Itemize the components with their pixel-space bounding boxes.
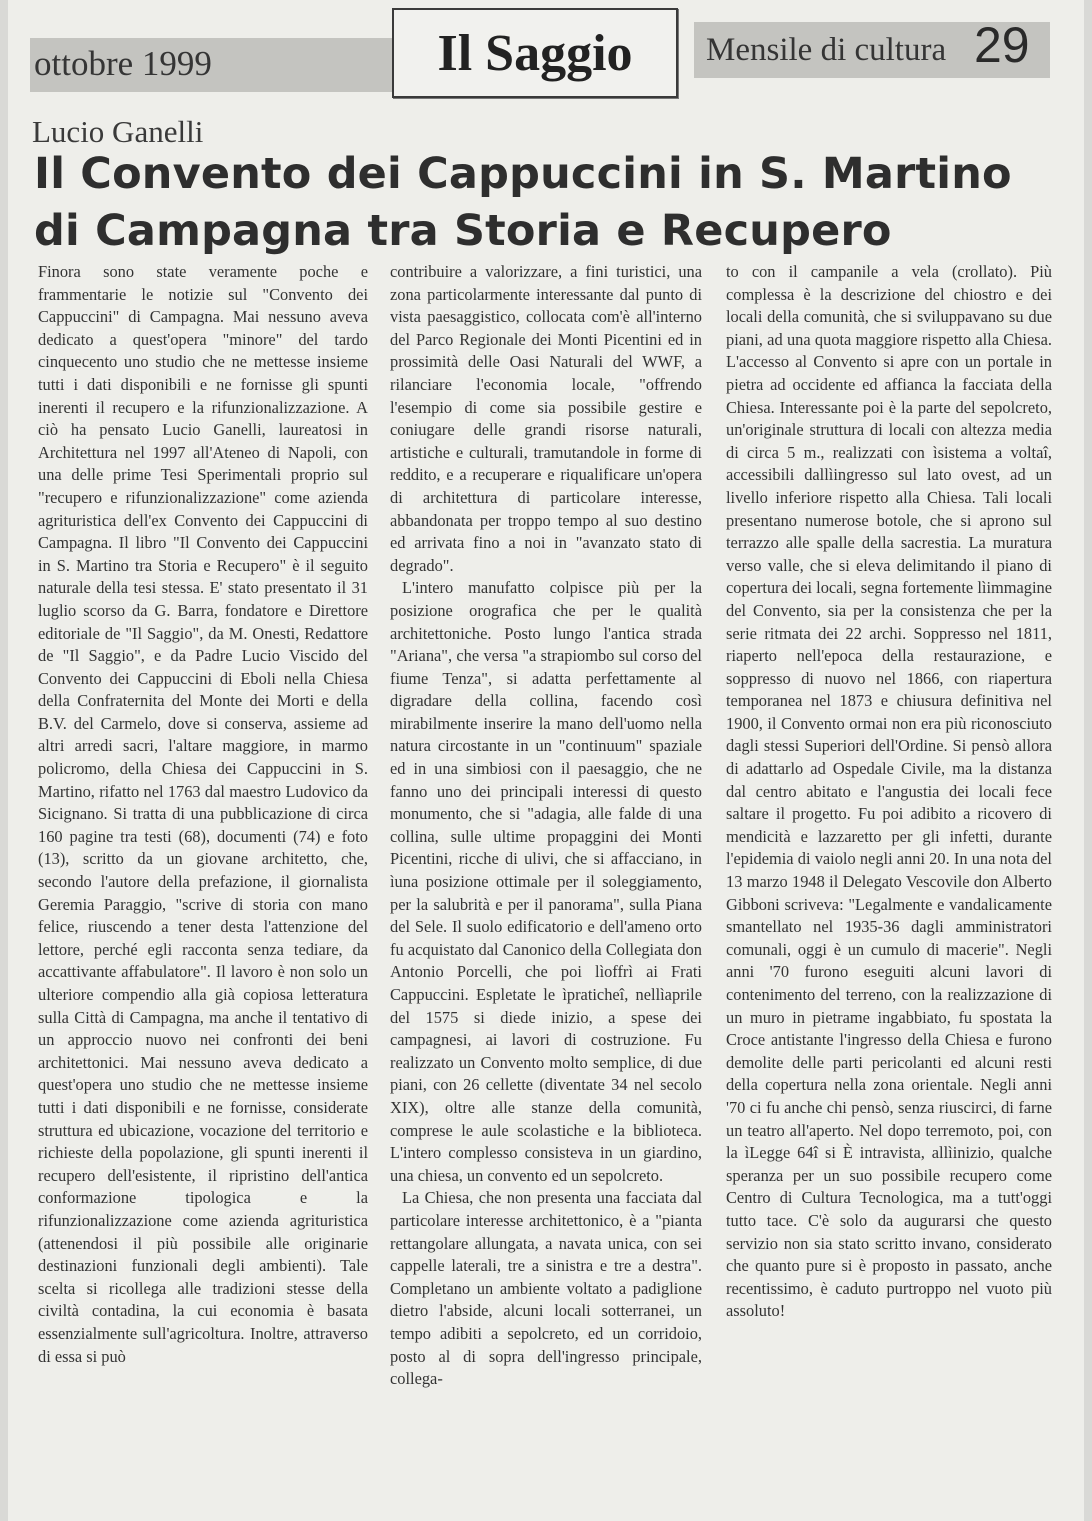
article-title: Il Convento dei Cappuccini in S. Martino di Campagna tra Storia e Recupero [34,149,1012,256]
column-3-paragraph: to con il campanile a vela (crollato). Più complessa è la descrizione del chiostro e dei locali della comunità, che si sviluppavano su due piani, ad una quota maggiore rispetto alla Chiesa. L'accesso al Convento si apre con un portale in pietra ad occidente ed affianca la facciata della Chiesa. Interessante poi è la parte del sepolcreto, un'originale struttura di locali con altezza media di circa 5 m., realizzati con ìsistema a voltaî, accessibili dallìingresso sul lato ovest, ad un livello inferiore rispetto alla Chiesa. Tali locali presentano numerose botole, che si aprono sul terrazzo alle spalle della sacrestia. La muratura verso valle, che si eleva delimitando il piano di copertura dei locali, segna fortemente lìimmagine del Convento, sia per la consistenza che per la serie ritmata dei 22 archi. Soppresso nel 1811, riaperto nell'epoca della restaurazione, e soppresso di nuovo nel 1866, con riapertura temporanea nel 1873 e chiusura definitiva nel 1900, il Convento ormai non era più riconosciuto dagli stessi Superiori dell'Ordine. Si pensò allora di adattarlo ad Ospedale Civile, ma la distanza dal centro abitato e l'angustia dei locali fece saltare il progetto. Fu poi adibito a ricovero di mendicità e lazzaretto per gli infetti, durante l'epidemia di vaiolo negli anni 20. In una nota del 13 marzo 1948 il Delegato Vescovile don Alberto Gibboni scriveva: "Legalmente e vandalicamente smantellato nel 1935-36 dagli amministratori comunali, oggi è un cumulo di macerie". Negli anni '70 furono eseguiti alcuni lavori di contenimento del terreno, con la realizzazione di un muro in pietrame ingabbiato, fu spostata la Croce antistante l'ingresso della Chiesa e furono demolite delle parti pericolanti ed alcuni resti della copertura nella zona orientale. Negli anni '70 ci fu anche chi pensò, senza riuscirci, di farne un teatro all'aperto. Nel dopo terremoto, poi, con la ìLegge 64î si È intravista, allìinizio, qualche speranza per un suo possibile recupero come Centro di Cultura Tecnologica, ma a tutt'oggi tutto tace. C'è solo da augurarsi che questo servizio non sia stato scritto invano, considerato che quanto pure si è proposto in passato, anche recentissimo, è caduto purtroppo nel vuoto più assoluto! [726,262,1052,1321]
page-number: 29 [974,17,1030,73]
column-2-paragraph: contribuire a valorizzare, a fini turistici, una zona particolarmente interessante dal punto di vista paesaggistico, collocata com'è all'interno del Parco Regionale dei Monti Picentini ed in prossimità delle Oasi Naturali del WWF, a rilanciare l'economia locale, "offrendo l'esempio di come sia possibile gestire e coniugare delle grandi risorse naturali, artistiche e culturali, tramutandole in forme di reddito, e a recuperare e riqualificare un'opera di architettura di particolare interesse, abbandonata per troppo tempo al suo destino ed arrivata fino a noi in "avanzato stato di degrado". [390,262,702,575]
issue-date: ottobre 1999 [34,44,212,83]
column-2-paragraph: La Chiesa, che non presenta una facciata dal particolare interesse architettonico, è a "pianta rettangolare allungata, a navata unica, con sei cappelle laterali, tre a sinistra e tre a destra". Completano un ambiente voltato a padiglione dietro l'abside, alcuni locali sotterranei, un tempo adibiti a sepolcreto, ed un corridoio, posto al di sopra dell'ingresso principale, collega- [390,1188,702,1389]
newspaper-title: Il Saggio [437,25,633,82]
article-column-2 [390,261,702,1391]
column-1-paragraph: Finora sono state veramente poche e frammentarie le notizie sul "Convento dei Cappuccini" di Campagna. Mai nessuno aveva dedicato a quest'opera "minore" del tardo cinquecento uno studio che ne mettesse insieme tutti i dati disponibili e ne fornisse gli spunti inerenti il recupero e la rifunzionalizzazione. A ciò ha pensato Lucio Ganelli, laureatosi in Architettura nel 1997 all'Ateneo di Napoli, con una delle prime Tesi Sperimentali proprio sul "recupero e rifunzionalizzazione" come azienda agrituristica dell'ex Convento dei Cappuccini di Campagna. Il libro "Il Convento dei Cappuccini in S. Martino tra Storia e Recupero" è il seguito naturale della tesi stessa. E' stato presentato il 31 luglio scorso da G. Barra, fondatore e Direttore editoriale de "Il Saggio", da M. Onesti, Redattore de "Il Saggio", e da Padre Lucio Viscido del Convento dei Cappuccini di Eboli nella Chiesa della Confraternita del Monte dei Morti e della B.V. del Carmelo, dove si conserva, assieme ad altri arredi sacri, l'altare maggiore, in marmo policromo, della Chiesa dei Cappuccini in S. Martino, rifatto nel 1763 dal maestro Ludovico da Sicignano. Si tratta di una pubblicazione di circa 160 pagine tra testi (68), documenti (74) e foto (13), scritto da un giovane architetto, che, secondo l'autore della prefazione, il giornalista Geremia Paraggio, "scrive di storia con mano felice, riuscendo a tener desta l'attenzione del lettore, perché egli racconta senza tediare, da accattivante affabulatore". Il lavoro è non solo un ulteriore compendio alla già copiosa letteratura sulla Città di Campagna, ma anche il tentativo di un approccio nuovo nei confronti dei beni architettonici. Mai nessuno aveva dedicato a quest'opera uno studio che ne mettesse insieme tutti i dati disponibili e ne fornisse, considerate struttura ed ubicazione, vocazione del territorio e richieste della popolazione, gli spunti inerenti il recupero dell'esistente, il ripristino dell'antica conformazione tipologica e la rifunzionalizzazione come azienda agrituristica (attenendosi il più possibile alle originarie destinazioni funzionali degli ambienti). Tale scelta si ricollega alle tradizioni stesse della civiltà contadina, la cui economia è basata essenzialmente sull'agricoltura. Inoltre, attraverso di essa si può [38,262,368,1366]
article-column-1 [38,261,368,1368]
article-author: Lucio Ganelli [32,114,204,149]
newspaper-page [8,0,1084,1521]
newspaper-title-box [392,8,678,98]
masthead [8,0,1084,100]
article-column-3 [726,261,1052,1323]
newspaper-subtitle: Mensile di cultura [706,32,947,68]
column-2-paragraph: L'intero manufatto colpisce più per la posizione orografica che per le qualità architettoniche. Posto lungo l'antica strada "Ariana", che versa "a strapiombo sul corso del fiume Tenza", si adatta perfettamente al digradare della collina, facendo così mirabilmente inserire la mano dell'uomo nella natura circostante in un "continuum" spaziale ed in una simbiosi con il paesaggio, che ne fanno uno dei principali interessi di questo monumento, che si "adagia, alle falde di una collina, sulle ultime propaggini dei Monti Picentini, ricche di ulivi, che si affacciano, in ìuna posizione ottimale per il soleggiamento, per la salubrità e per il panorama", sulla Piana del Sele. Il suolo edificatorio e dell'ameno orto fu acquistato dal Canonico della Collegiata don Antonio Porcelli, che poi lìoffrì ai Frati Cappuccini. Espletate le ìpraticheî, nellìaprile del 1575 si diede inizio, a spese dei campagnesi, ai lavori di costruzione. Fu realizzato un Convento molto semplice, di due piani, con 26 cellette (diventate 34 nel secolo XIX), oltre alle stanze della comunità, comprese le aule scolastiche e la biblioteca. L'intero complesso consisteva in un giardino, una chiesa, un convento ed un sepolcreto. [390,578,702,1185]
